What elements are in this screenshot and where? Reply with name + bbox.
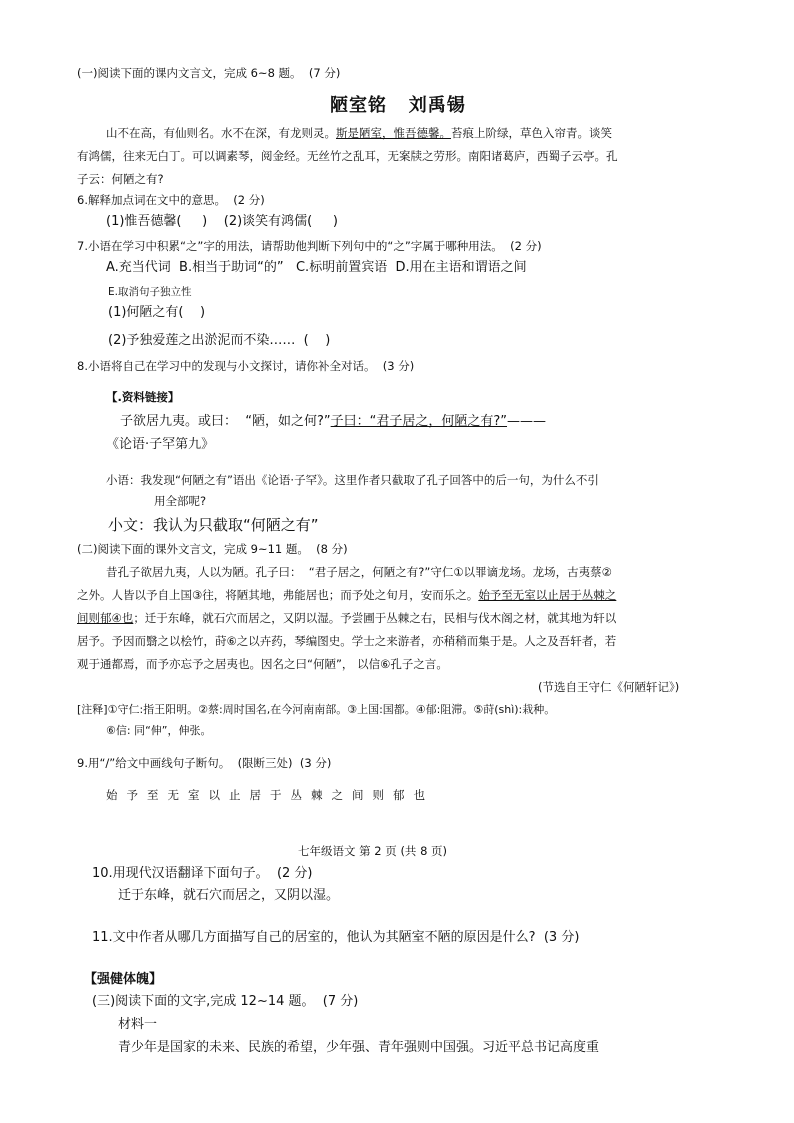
xiaoyu-line-2: 用全部呢?: [154, 494, 207, 508]
passage2-source: (节选自王守仁《何陋轩记》): [538, 680, 680, 694]
passage2-line-3: 间则郁④也；迁于东峰，就石穴而居之，又阴以湿。予尝圃于丛棘之右，民相与伐木阁之材，就其地为轩以: [77, 611, 617, 625]
quote-source: 《论语·子罕第九》: [106, 437, 215, 452]
section3-label: 【强健体魄】: [84, 972, 163, 987]
q6-items: (1)惟吾德馨( ) (2)谈笑有鸿儒( ): [106, 214, 338, 229]
passage2-line-4: 居予。予因而翳之以桧竹，莳⑥之以卉药，琴编图史。学士之来游者，亦稍稍而集于是。人之及吾轩者，若: [77, 634, 617, 648]
passage-title: 陋室铭 刘禹锡: [330, 95, 466, 116]
underlined-phrase: 斯是陋室，惟吾德馨。: [336, 126, 451, 140]
underlined-quote: 子曰：“君子居之，何陋之有?”: [330, 414, 508, 429]
q6-stem: 6.解释加点词在文中的意思。 (2 分): [77, 193, 265, 207]
q10-stem: 10.用现代汉语翻译下面句子。 (2 分): [92, 866, 313, 881]
section2-heading: (二)阅读下面的课外文言文，完成 9~11 题。 (8 分): [77, 542, 348, 556]
section3-heading: (三)阅读下面的文字,完成 12~14 题。 (7 分): [92, 994, 359, 1009]
underlined-sentence-part-1: 始予至无室以止居于丛棘之: [478, 588, 617, 602]
q7-stem: 7.小语在学习中积累“之”字的用法，请帮助他判断下列句中的“之”字属于哪种用法。 (2 分): [77, 239, 542, 253]
resource-link-label: 【.资料链接】: [106, 390, 180, 404]
q9-sentence: 始予至无室以止居于丛棘之间则郁也: [106, 788, 434, 802]
section1-heading: (一)阅读下面的课内文言文，完成 6~8 题。 (7 分): [77, 66, 341, 80]
q7-item-2: (2)予独爱莲之出淤泥而不染…… ( ): [108, 333, 331, 348]
page-footer: 七年级语文 第 2 页 (共 8 页): [298, 844, 448, 858]
xiaowen-line: 小文：我认为只截取“何陋之有”: [108, 516, 319, 534]
notes-line-1: [注释]①守仁:指王阳明。②蔡:周时国名,在今河南南部。③上国:国都。④郁:阻滞。⑤莳(shì):栽种。: [77, 703, 556, 716]
passage-line-2: 有鸿儒，往来无白丁。可以调素琴，阅金经。无丝竹之乱耳，无案牍之劳形。南阳诸葛庐，西蜀子云亭。孔: [77, 149, 618, 163]
q10-sentence: 迁于东峰，就石穴而居之，又阴以湿。: [118, 888, 340, 903]
quote-line: 子欲居九夷。或曰： “陋，如之何?”子曰：“君子居之，何陋之有?”———: [120, 414, 547, 429]
material-line-1: 青少年是国家的未来、民族的希望，少年强、青年强则中国强。习近平总书记高度重: [118, 1040, 600, 1055]
passage-line-3: 子云：何陋之有?: [77, 172, 164, 186]
q7-options: A.充当代词 B.相当于助词“的” C.标明前置宾语 D.用在主语和谓语之间: [106, 260, 527, 275]
q9-stem: 9.用“/”给文中画线句子断句。 (限断三处) (3 分): [77, 756, 332, 770]
q8-stem: 8.小语将自己在学习中的发现与小文探讨，请你补全对话。 (3 分): [77, 359, 415, 373]
passage2-line-1: 昔孔子欲居九夷，人以为陋。孔子曰： “君子居之，何陋之有?”守仁①以罪谪龙场。龙场，古夷蔡②: [106, 565, 612, 579]
material-label: 材料一: [118, 1017, 158, 1032]
q7-option-e: E.取消句子独立性: [108, 286, 192, 298]
notes-line-2: ⑥信: 同“伸”，伸张。: [106, 724, 212, 737]
xiaoyu-line-1: 小语：我发现“何陋之有”语出《论语·子罕》。这里作者只截取了孔子回答中的后一句，为什么不引: [106, 473, 599, 487]
underlined-sentence-part-2: 间则郁④也: [77, 611, 134, 625]
q11-stem: 11.文中作者从哪几方面描写自己的居室的，他认为其陋室不陋的原因是什么? (3 分): [92, 930, 580, 945]
passage2-line-2: 之外。人皆以予自上国③往，将陋其地，弗能居也；而予处之旬月，安而乐之。始予至无室以止居于丛棘之: [77, 588, 617, 602]
q7-item-1: (1)何陋之有( ): [108, 305, 206, 320]
passage-line-1: 山不在高，有仙则名。水不在深，有龙则灵。斯是陋室，惟吾德馨。苔痕上阶绿，草色入帘青。谈笑: [106, 126, 612, 140]
passage2-line-5: 观于通都焉，而予亦忘予之居夷也。因名之曰“何陋”， 以信⑥孔子之言。: [77, 657, 448, 671]
